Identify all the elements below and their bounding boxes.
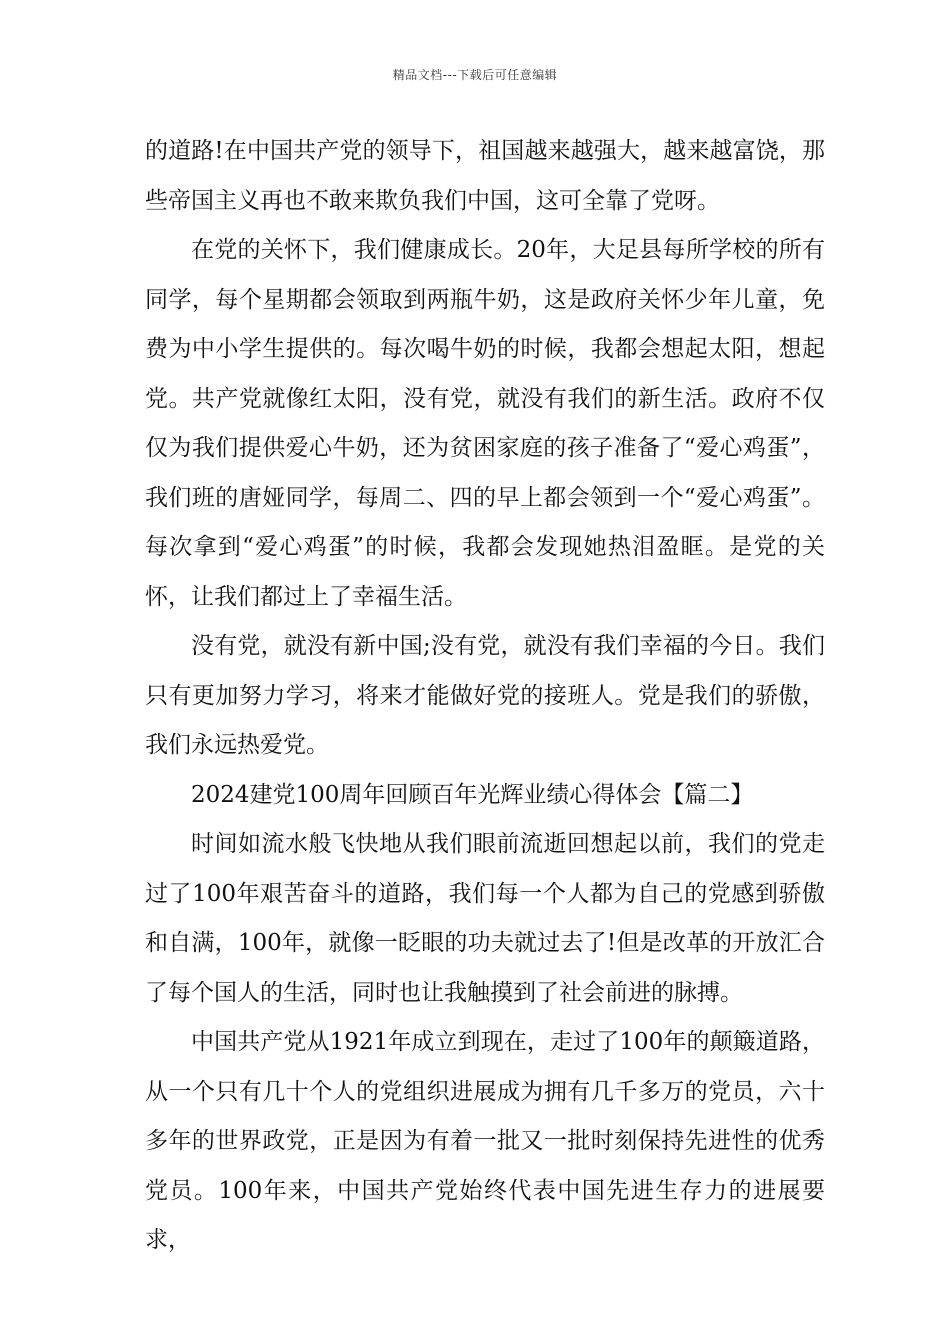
section-heading: 2024建党100周年回顾百年光辉业绩心得体会【篇二】 [191,781,754,808]
paragraph-5: 中国共产党从1921年成立到现在，走过了100年的颠簸道路，从一个只有几十个人的党组织进展成为拥有几千多万的党员，六十多年的世界政党，正是因为有着一批又一批时刻保持先进性的优秀党员。100年来，中国共产党始终代表中国先进生存力的进展要求， [145,1029,825,1253]
paragraph-3: 没有党，就没有新中国;没有党，就没有我们幸福的今日。我们只有更加努力学习，将来才能做好党的接班人。党是我们的骄傲，我们永远热爱党。 [145,633,825,758]
paragraph-1: 的道路!在中国共产党的领导下，祖国越来越强大，越来越富饶，那些帝国主义再也不敢来欺负我们中国，这可全靠了党呀。 [145,138,825,214]
document-body [145,127,825,1266]
paragraph-4: 时间如流水般飞快地从我们眼前流逝回想起以前，我们的党走过了100年艰苦奋斗的道路，我们每一个人都为自己的党感到骄傲和自满，100年，就像一眨眼的功夫就过去了!但是改革的开放汇合了每个国人的生活，同时也让我触摸到了社会前进的脉搏。 [145,831,825,1006]
page-header: 精品文档---下载后可任意编辑 [392,68,558,82]
paragraph-2: 在党的关怀下，我们健康成长。20年，大足县每所学校的所有同学，每个星期都会领取到两瓶牛奶，这是政府关怀少年儿童，免费为中小学生提供的。每次喝牛奶的时候，我都会想起太阳，想起党。共产党就像红太阳，没有党，就没有我们的新生活。政府不仅仅为我们提供爱心牛奶，还为贫困家庭的孩子准备了“爱心鸡蛋”，我们班的唐娅同学，每周二、四的早上都会领到一个“爱心鸡蛋”。每次拿到“爱心鸡蛋”的时候，我都会发现她热泪盈眶。是党的关怀，让我们都过上了幸福生活。 [145,237,825,610]
